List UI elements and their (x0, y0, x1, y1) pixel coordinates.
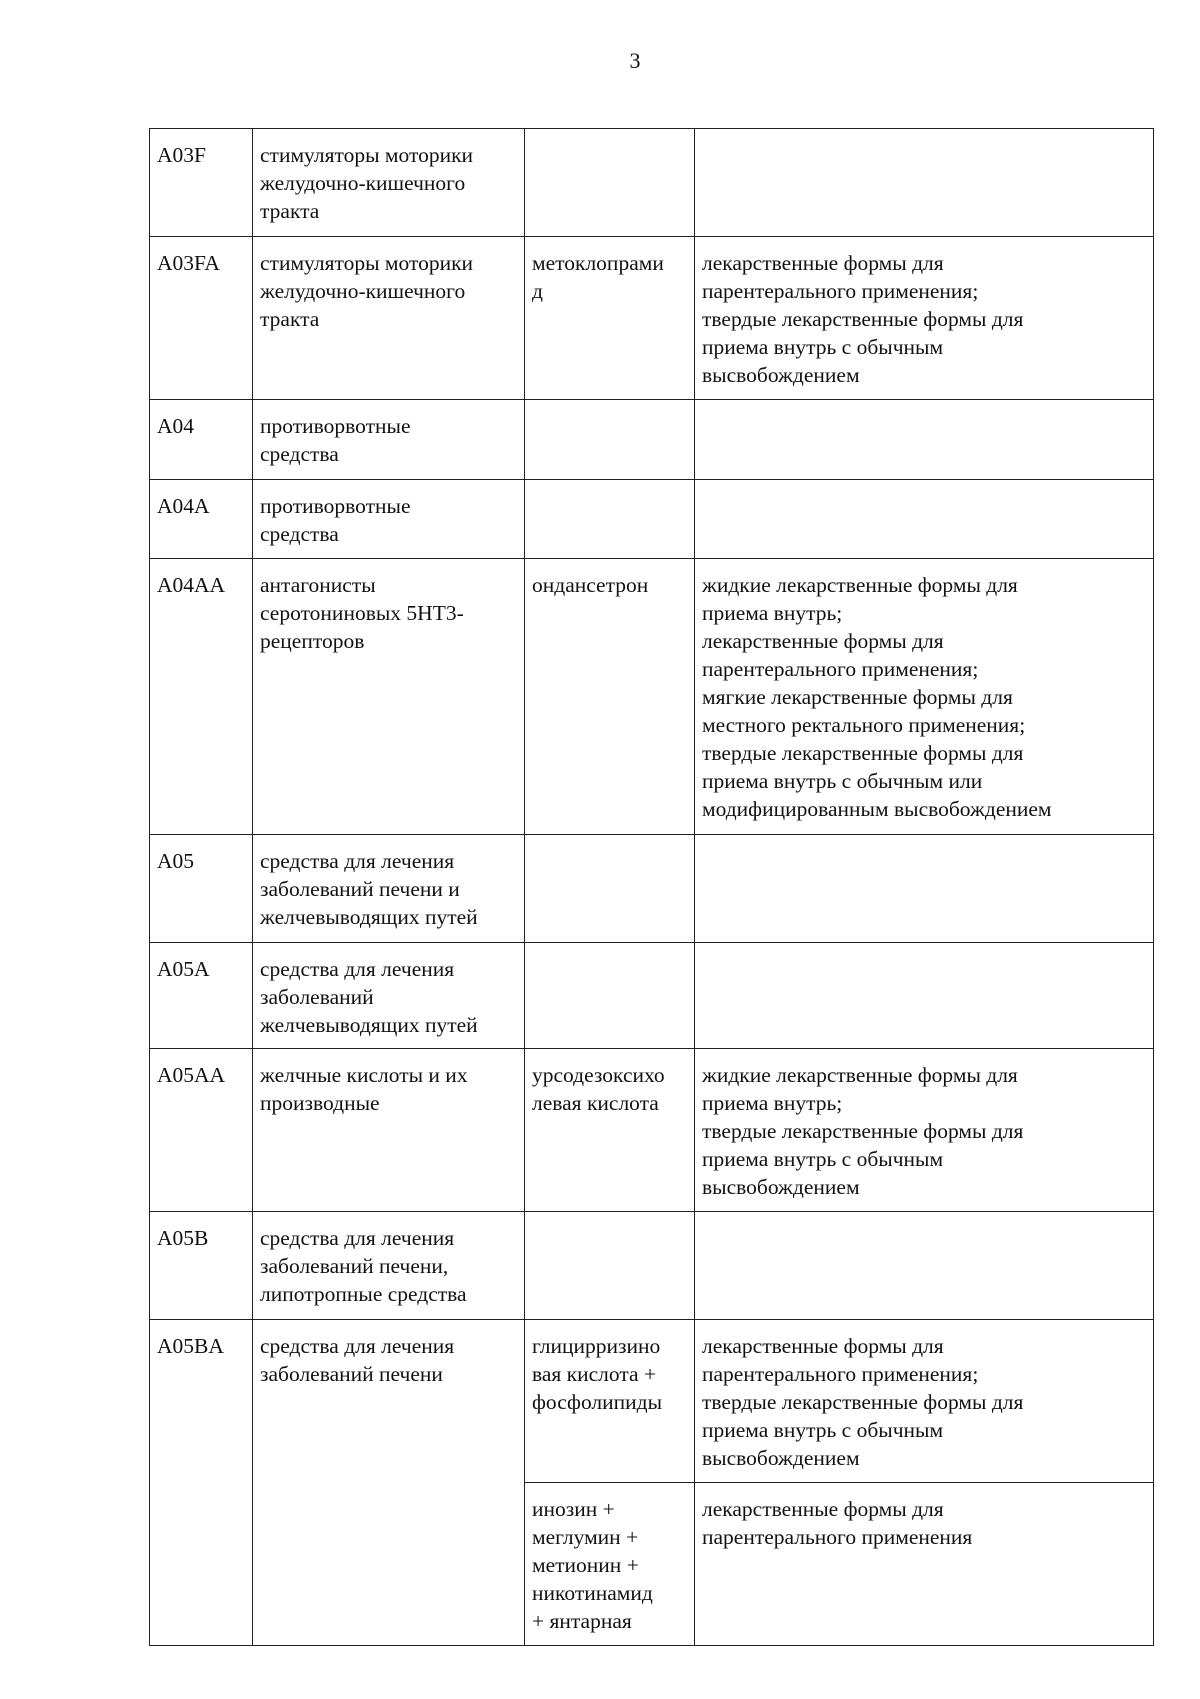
table-row (150, 237, 1154, 400)
table-row (150, 480, 1154, 559)
group-name-cell: противорвотные средства (253, 480, 525, 559)
dosage-form-cell: лекарственные формы для парентерального применения; твердые лекарственные формы для приема внутрь с обычным высвобождением (695, 1320, 1154, 1483)
dosage-form-cell (695, 400, 1154, 480)
drug-name-cell (525, 129, 695, 237)
atc-code-cell: A05AA (150, 1049, 253, 1212)
atc-code-cell: A04 (150, 400, 253, 480)
drug-name-cell (525, 943, 695, 1049)
table-row (150, 559, 1154, 835)
table-row (150, 400, 1154, 480)
drug-name-cell (525, 1212, 695, 1320)
group-name-cell: противорвотные средства (253, 400, 525, 480)
drug-name-cell (525, 400, 695, 480)
group-name-cell: антагонисты серотониновых 5НТ3- рецепторов (253, 559, 525, 835)
atc-code-cell: A04A (150, 480, 253, 559)
drug-name-cell (525, 835, 695, 943)
dosage-form-cell (695, 1212, 1154, 1320)
table-row (150, 1212, 1154, 1320)
dosage-form-cell (695, 835, 1154, 943)
dosage-form-cell: жидкие лекарственные формы для приема внутрь; твердые лекарственные формы для приема внутрь с обычным высвобождением (695, 1049, 1154, 1212)
table-row (150, 1049, 1154, 1212)
group-name-cell: стимуляторы моторики желудочно-кишечного тракта (253, 129, 525, 237)
group-name-cell: стимуляторы моторики желудочно-кишечного тракта (253, 237, 525, 400)
drug-name-cell: метоклопрами д (525, 237, 695, 400)
atc-code-cell: A04AA (150, 559, 253, 835)
atc-code-cell: A05B (150, 1212, 253, 1320)
dosage-form-cell (695, 943, 1154, 1049)
group-name-cell: желчные кислоты и их производные (253, 1049, 525, 1212)
atc-code-cell: A03FA (150, 237, 253, 400)
page-number: 3 (629, 48, 641, 73)
group-name-cell: средства для лечения заболеваний печени и желчевыводящих путей (253, 835, 525, 943)
dosage-form-cell: жидкие лекарственные формы для приема внутрь; лекарственные формы для парентерального применения; мягкие лекарственные формы для местного ректального применения; твердые лекарственные формы для приема внутрь с обычным или модифицированным высвобождением (695, 559, 1154, 835)
table-row (150, 129, 1154, 237)
drug-table (149, 128, 1154, 1646)
table-row (150, 835, 1154, 943)
dosage-form-cell (695, 129, 1154, 237)
dosage-form-cell: лекарственные формы для парентерального применения (695, 1483, 1154, 1646)
atc-code-cell: A03F (150, 129, 253, 237)
table-row (150, 1320, 1154, 1483)
drug-name-cell: глицирризино вая кислота + фосфолипиды (525, 1320, 695, 1483)
drug-name-cell: ондансетрон (525, 559, 695, 835)
atc-code-cell: A05 (150, 835, 253, 943)
atc-code-cell: A05BA (150, 1320, 253, 1646)
table-row (150, 943, 1154, 1049)
group-name-cell: средства для лечения заболеваний печени, липотропные средства (253, 1212, 525, 1320)
group-name-cell: средства для лечения заболеваний желчевыводящих путей (253, 943, 525, 1049)
group-name-cell: средства для лечения заболеваний печени (253, 1320, 525, 1646)
drug-name-cell: инозин + меглумин + метионин + никотинамид + янтарная (525, 1483, 695, 1646)
atc-code-cell: A05A (150, 943, 253, 1049)
dosage-form-cell: лекарственные формы для парентерального применения; твердые лекарственные формы для приема внутрь с обычным высвобождением (695, 237, 1154, 400)
dosage-form-cell (695, 480, 1154, 559)
drug-name-cell: урсодезоксихо левая кислота (525, 1049, 695, 1212)
drug-name-cell (525, 480, 695, 559)
